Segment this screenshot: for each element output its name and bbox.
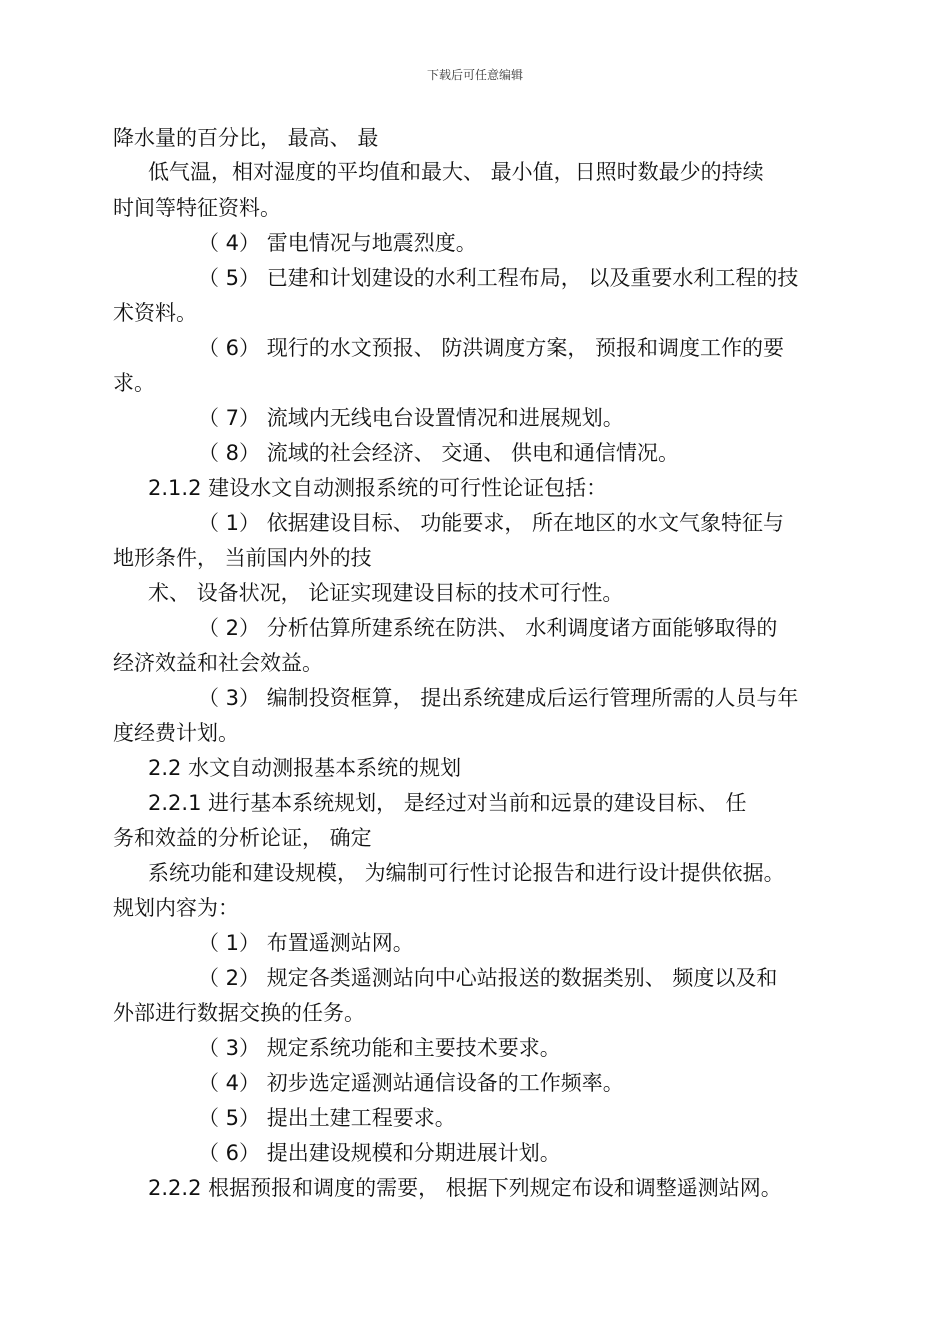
text-line: （ 6） 现行的水文预报、 防洪调度方案， 预报和调度工作的要 [198,336,785,360]
text-line: 术资料。 [113,301,197,325]
text-line: （ 1） 依据建设目标、 功能要求， 所在地区的水文气象特征与 [198,511,785,535]
text-line: 度经费计划。 [113,721,239,745]
text-line: 外部进行数据交换的任务。 [113,1001,365,1025]
text-line: 术、 设备状况， 论证实现建设目标的技术可行性。 [148,581,624,605]
text-line: （ 2） 规定各类遥测站向中心站报送的数据类别、 频度以及和 [198,966,778,990]
text-line: 低气温，相对湿度的平均值和最大、 最小值，日照时数最少的持续 [148,160,764,184]
text-line: 地形条件， 当前国内外的技 [113,546,372,570]
text-line: （ 5） 已建和计划建设的水利工程布局， 以及重要水利工程的技 [198,266,799,290]
text-line: 务和效益的分析论证， 确定 [113,826,372,850]
text-line: 系统功能和建设规模， 为编制可行性讨论报告和进行设计提供依据。 [148,861,785,885]
text-line: （ 4） 雷电情况与地震烈度。 [198,231,477,255]
section-heading: 2.2.2 根据预报和调度的需要， 根据下列规定布设和调整遥测站网。 [148,1176,782,1200]
text-line: 规划内容为： [113,896,239,920]
text-line: （ 3） 编制投资框算， 提出系统建成后运行管理所需的人员与年 [198,686,799,710]
text-line: 求。 [113,371,155,395]
text-line: （ 1） 布置遥测站网。 [198,931,414,955]
text-line: 经济效益和社会效益。 [113,651,323,675]
text-line: （ 2） 分析估算所建系统在防洪、 水利调度诸方面能够取得的 [198,616,778,640]
text-line: 时间等特征资料。 [113,196,281,220]
text-line: （ 6） 提出建设规模和分期进展计划。 [198,1141,561,1165]
text-line: （ 5） 提出土建工程要求。 [198,1106,456,1130]
text-line: （ 3） 规定系统功能和主要技术要求。 [198,1036,561,1060]
text-line: （ 8） 流域的社会经济、 交通、 供电和通信情况。 [198,441,680,465]
text-line: （ 4） 初步选定遥测站通信设备的工作频率。 [198,1071,624,1095]
section-heading: 2.2.1 进行基本系统规划， 是经过对当前和远景的建设目标、 任 [148,791,747,815]
text-line: 降水量的百分比， 最高、 最 [113,126,379,150]
section-heading: 2.2 水文自动测报基本系统的规划 [148,756,462,780]
section-heading: 2.1.2 建设水文自动测报系统的可行性论证包括： [148,476,608,500]
page-header: 下载后可任意编辑 [426,68,523,82]
text-line: （ 7） 流域内无线电台设置情况和进展规划。 [198,406,624,430]
